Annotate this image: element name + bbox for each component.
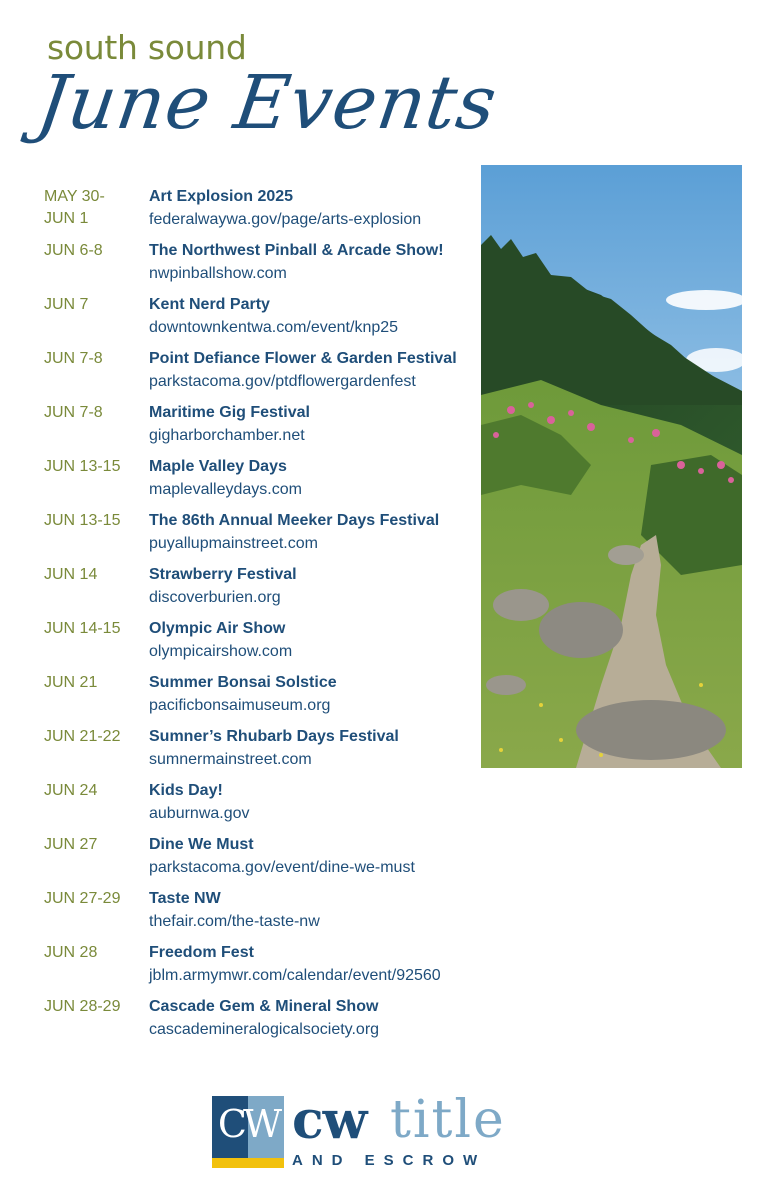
event-name: Summer Bonsai Solstice (149, 674, 337, 691)
event-url[interactable]: downtownkentwa.com/event/knp25 (149, 319, 399, 336)
event-date: JUN 21 (44, 674, 98, 691)
event-item (44, 240, 484, 294)
event-item (44, 294, 484, 348)
subtitle: south sound (47, 28, 247, 67)
event-date: JUN 6-8 (44, 242, 103, 259)
event-name: Dine We Must (149, 836, 254, 853)
event-url[interactable]: maplevalleydays.com (149, 481, 302, 498)
mountain-trail-photo (481, 165, 742, 768)
event-date: JUN 13-15 (44, 512, 121, 529)
logo-tagline: AND ESCROW (292, 1152, 487, 1169)
event-name: Freedom Fest (149, 944, 254, 961)
event-date: JUN 7 (44, 296, 89, 313)
event-url[interactable]: pacificbonsaimuseum.org (149, 697, 331, 714)
event-name: Sumner’s Rhubarb Days Festival (149, 728, 399, 745)
event-date: JUN 14-15 (44, 620, 121, 637)
event-date: JUN 21-22 (44, 728, 121, 745)
logo-word-title: title (390, 1090, 506, 1150)
event-url[interactable]: olympicairshow.com (149, 643, 293, 660)
cw-monogram (212, 1096, 284, 1168)
event-name: The 86th Annual Meeker Days Festival (149, 512, 440, 529)
event-url[interactable]: puyallupmainstreet.com (149, 535, 318, 552)
event-date: JUN 7-8 (44, 350, 103, 367)
event-name: Art Explosion 2025 (149, 188, 294, 205)
event-date: MAY 30- JUN 1 (44, 188, 105, 227)
event-url[interactable]: thefair.com/the-taste-nw (149, 913, 320, 930)
event-item (44, 456, 484, 510)
event-item (44, 780, 484, 834)
cw-title-logo (212, 1092, 552, 1172)
event-url[interactable]: sumnermainstreet.com (149, 751, 312, 768)
event-item (44, 510, 484, 564)
event-item (44, 348, 484, 402)
event-item (44, 564, 484, 618)
event-name: Maple Valley Days (149, 458, 287, 475)
event-date: JUN 14 (44, 566, 98, 583)
event-name: Kent Nerd Party (149, 296, 270, 313)
event-item (44, 726, 484, 780)
event-name: Point Defiance Flower & Garden Festival (149, 350, 457, 367)
event-item (44, 618, 484, 672)
logo-word-cw: cw (292, 1090, 367, 1151)
event-url[interactable]: parkstacoma.gov/event/dine-we-must (149, 859, 415, 876)
event-item (44, 996, 484, 1050)
event-date: JUN 7-8 (44, 404, 103, 421)
event-url[interactable]: federalwaywa.gov/page/arts-explosion (149, 211, 422, 228)
event-item (44, 834, 484, 888)
event-name: Kids Day! (149, 782, 223, 799)
event-item (44, 942, 484, 996)
event-url[interactable]: auburnwa.gov (149, 805, 250, 822)
event-date: JUN 27 (44, 836, 98, 853)
event-list (44, 186, 484, 1050)
event-name: The Northwest Pinball & Arcade Show! (149, 242, 444, 259)
event-item (44, 888, 484, 942)
event-url[interactable]: parkstacoma.gov/ptdflowergardenfest (149, 373, 416, 390)
event-name: Maritime Gig Festival (149, 404, 310, 421)
event-item (44, 186, 484, 240)
event-url[interactable]: cascademineralogicalsociety.org (149, 1021, 380, 1038)
event-url[interactable]: gigharborchamber.net (149, 427, 305, 444)
event-date: JUN 24 (44, 782, 98, 799)
event-name: Strawberry Festival (149, 566, 297, 583)
event-name: Taste NW (149, 890, 221, 907)
event-name: Cascade Gem & Mineral Show (149, 998, 379, 1015)
monogram-letters: CW (217, 1102, 279, 1146)
event-date: JUN 27-29 (44, 890, 121, 907)
event-item (44, 672, 484, 726)
page-title: June Events (31, 60, 503, 146)
event-url[interactable]: discoverburien.org (149, 589, 281, 606)
event-date: JUN 28-29 (44, 998, 121, 1015)
event-url[interactable]: jblm.armymwr.com/calendar/event/92560 (149, 967, 441, 984)
event-url[interactable]: nwpinballshow.com (149, 265, 287, 282)
monogram-bar (212, 1158, 284, 1168)
event-item (44, 402, 484, 456)
event-date: JUN 28 (44, 944, 98, 961)
event-name: Olympic Air Show (149, 620, 286, 637)
event-date: JUN 13-15 (44, 458, 121, 475)
